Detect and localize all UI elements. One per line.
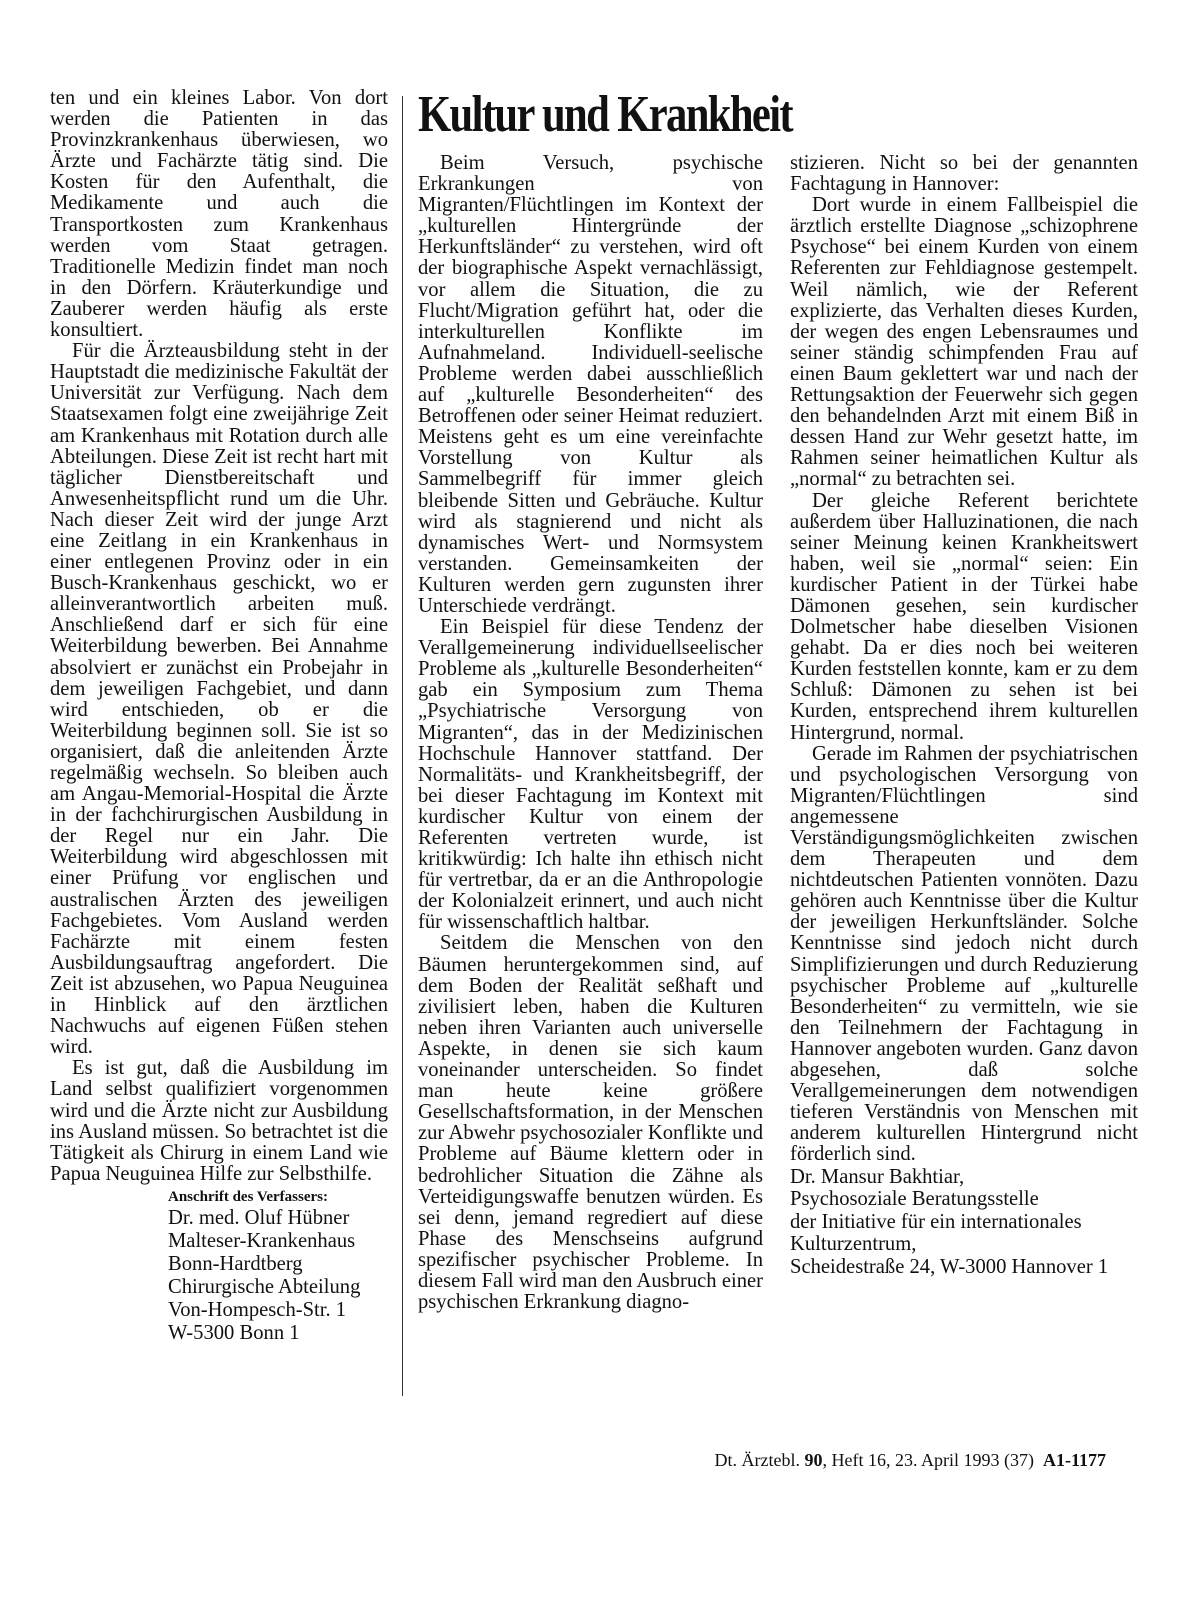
journal-volume: 90	[804, 1450, 823, 1470]
paragraph: stizieren. Nicht so bei der genannten Fachtagung in Hannover:	[790, 152, 1138, 196]
article-title: Kultur und Krankheit	[418, 86, 792, 143]
paragraph: Beim Versuch, psychische Erkrankungen von Migranten/Flüchtlingen im Kontext der „kulturellen Hintergründe der Herkunftsländer“ zu verstehen, wird oft der biographische Aspekt vernachlässigt, vor allem die Situation, die zu Flucht/Migration geführt hat, oder die interkulturellen Konflikte im Aufnahmeland. Individuell-seelische Probleme werden dabei ausschließlich auf „kulturelle Besonderheiten“ des Betroffenen oder seiner Heimat reduziert. Meistens geht es um eine vereinfachte Vorstellung von Kultur als Sammelbegriff für immer gleich bleibende Sitten und Gebräuche. Kultur wird als stagnierend und nicht als dynamisches Wert- und Normsystem verstanden. Gemeinsamkeiten der Kulturen werden gern zugunsten ihrer Unterschiede verdrängt.	[418, 152, 763, 617]
paragraph: Für die Ärzteausbildung steht in der Hauptstadt die medizinische Fakultät der Universität zur Verfügung. Nach dem Staatsexamen folgt eine zweijährige Zeit am Krankenhaus mit Rotation durch alle Abteilungen. Diese Zeit ist recht hart mit täglicher Dienstbereitschaft und Anwesenheitspflicht rund um die Uhr. Nach dieser Zeit wird der junge Arzt eine Zeitlang in ein Krankenhaus in einer entlegenen Provinz oder in ein Busch-Krankenhaus geschickt, wo er alleinverantwortlich arbeiten muß. Anschließend darf er sich für eine Weiterbildung bewerben. Bei Annahme absolviert er zunächst ein Probejahr in dem jeweiligen Fachgebiet, und dann wird entschieden, ob er die Weiterbildung beginnen soll. Sie ist so organisiert, daß die anleitenden Ärzte regelmäßig wechseln. So bleiben auch am Angau-Memorial-Hospital die Ärzte in der fachchirurgischen Ausbildung in der Regel nur ein Jahr. Die Weiterbildung wird abgeschlossen mit einer Prüfung vor englischen und australischen Ärzten des jeweiligen Fachgebietes. Vom Ausland werden Fachärzte mit einem festen Ausbildungsauftrag angefordert. Die Zeit ist abzusehen, wo Papua Neuguinea in Hinblick auf den ärztlichen Nachwuchs auf eigenen Füßen stehen wird.	[50, 340, 388, 1059]
journal-issue: , Heft 16, 23. April 1993 (37)	[822, 1450, 1034, 1470]
signature-line: Scheidestraße 24, W-3000 Hannover 1	[790, 1255, 1109, 1278]
paragraph: Es ist gut, daß die Ausbildung im Land selbst qualifiziert vorgenommen wird und die Ärzte nicht zur Ausbildung ins Ausland müssen. So betrachtet ist die Tätigkeit als Chirurg in einem Land wie Papua Neuguinea Hilfe zur Selbsthilfe.	[50, 1057, 388, 1185]
paragraph: Ein Beispiel für diese Tendenz der Verallgemeinerung individuellseelischer Probleme als „kulturelle Besonderheiten“ gab ein Symposium zum Thema „Psychiatrische Versorgung von Migranten“, das in der Medizinischen Hochschule Hannover stattfand. Der Normalitäts- und Krankheitsbegriff, der bei dieser Fachtagung im Kontext mit kurdischer Kultur von einem der Referenten vertreten wurde, ist kritikwürdig: Ich halte ihn ethisch nicht für vertretbar, da er an die Anthropologie der Kolonialzeit erinnert, und auch nicht für wissenschaftlich haltbar.	[418, 616, 763, 934]
page-footer	[715, 1450, 1106, 1471]
paragraph: Der gleiche Referent berichtete außerdem über Halluzinationen, die nach seiner Meinung keinen Krankheitswert haben, weil sie „normal“ seien: Ein kurdischer Patient in der Türkei habe Dämonen gesehen, sein kurdischer Dolmetscher habe dieselben Visionen gehabt. Da er dies noch bei weiteren Kurden feststellen konnte, kam er zu dem Schluß: Dämonen zu sehen ist bei Kurden, entsprechend ihrem kulturellen Hintergrund, normal.	[790, 489, 1138, 744]
address-line: Chirurgische Abteilung	[168, 1275, 361, 1298]
address-line: Malteser-Krankenhaus	[168, 1229, 356, 1252]
journal-name: Dt. Ärztebl.	[714, 1450, 801, 1470]
column-3	[790, 153, 1138, 1278]
author-address	[168, 1207, 388, 1345]
address-line: Bonn-Hardtberg	[168, 1252, 303, 1275]
column-1	[50, 88, 388, 1345]
address-line: Dr. med. Oluf Hübner	[168, 1206, 350, 1229]
page-number: A1-1177	[1043, 1450, 1106, 1470]
address-heading: Anschrift des Verfassers:	[168, 1188, 328, 1205]
paragraph: Seitdem die Menschen von den Bäumen heruntergekommen sind, auf dem Boden der Realität seßhaft und zivilisiert leben, haben die Kulturen neben ihren Varianten auch universelle Aspekte, in denen sie sich kaum voneinander unterscheiden. So findet man heute keine größere Gesellschaftsformation, in der Menschen zur Abwehr psychosozialer Konflikte und Probleme auf Bäume klettern oder in bedrohlicher Situation die Zähne als Verteidigungswaffe benutzen würden. Es sei denn, jemand regrediert auf diese Phase des Menschseins aufgrund spezifischer psychischer Probleme. In diesem Fall wird man den Ausbruch einer psychischen Erkrankung diagno-	[418, 932, 763, 1314]
signature-line: Kulturzentrum,	[790, 1233, 917, 1255]
column-2	[418, 153, 763, 1313]
signature-line: der Initiative für ein internationales	[790, 1210, 1082, 1233]
signature-line: Dr. Mansur Bakhtiar,	[790, 1165, 965, 1188]
address-line: W-5300 Bonn 1	[168, 1321, 300, 1344]
address-line: Von-Hompesch-Str. 1	[168, 1298, 347, 1321]
paragraph: Dort wurde in einem Fallbeispiel die ärztlich erstellte Diagnose „schizophrene Psychose“ bei einem Kurden von einem Referenten zur Fehldiagnose gestempelt. Weil nämlich, wie der Referent explizierte, das Verhalten dieses Kurden, der wegen des engen Lebensraumes und seiner ständig schimpfenden Frau auf einen Baum geklettert war und nach der Rettungsaktion der Feuerwehr sich gegen den behandelnden Arzt mit einem Biß in dessen Hand zur Wehr gesetzt hatte, im Rahmen seiner heimatlichen Kultur als „normal“ zu betrachten sei.	[790, 194, 1138, 491]
column-divider	[402, 96, 403, 1396]
paragraph: ten und ein kleines Labor. Von dort werden die Patienten in das Provinzkrankenhaus überwiesen, wo Ärzte und Fachärzte tätig sind. Die Kosten für den Aufenthalt, die Medikamente und auch die Transportkosten zum Krankenhaus werden vom Staat getragen. Traditionelle Medizin findet man noch in den Dörfern. Kräuterkundige und Zauberer werden häufig als erste konsultiert.	[50, 87, 388, 342]
signature-line: Psychosoziale Beratungsstelle	[790, 1188, 1039, 1210]
paragraph: Gerade im Rahmen der psychiatrischen und psychologischen Versorgung von Migranten/Flüchtlingen sind angemessene Verständigungsmöglichkeiten zwischen dem Therapeuten und dem nichtdeutschen Patienten vonnöten. Dazu gehören auch Kenntnisse über die Kultur der jeweiligen Herkunftsländer. Solche Kenntnisse sind jedoch nicht durch Simplifizierungen und durch Reduzierung psychischer Probleme auf „kulturelle Besonderheiten“ zu vermitteln, wie sie den Teilnehmern der Fachtagung in Hannover angeboten wurden. Ganz davon abgesehen, daß solche Verallgemeinerungen dem notwendigen tieferen Verständnis von Menschen mit anderem kulturellen Hintergrund nicht förderlich sind.	[790, 742, 1138, 1166]
signature-block	[790, 1166, 1138, 1279]
